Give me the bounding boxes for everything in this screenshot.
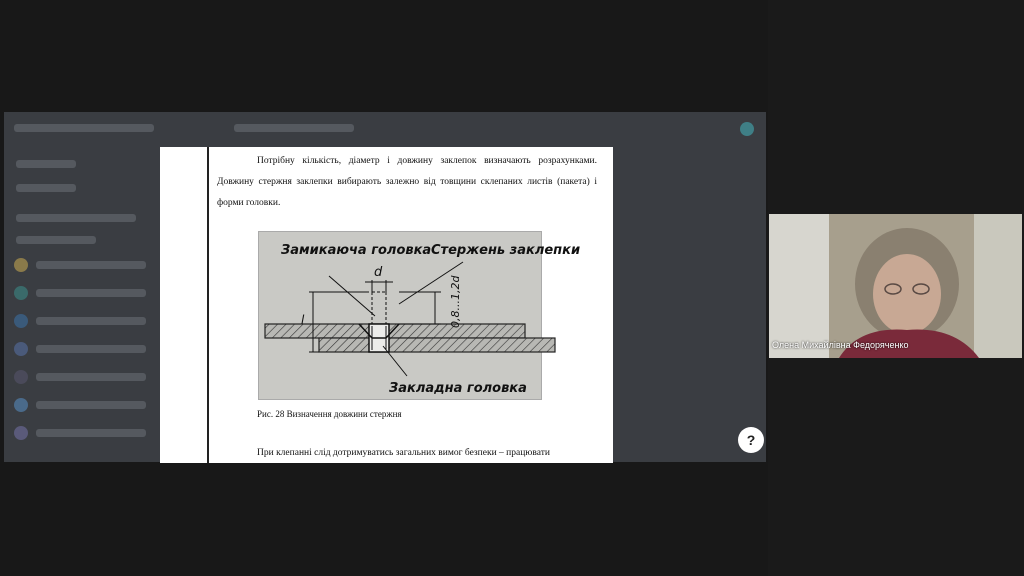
label-closing-head: Замикаюча головка	[281, 243, 432, 258]
lower-plate	[319, 338, 555, 352]
document-page	[160, 147, 613, 463]
label-range: 0,8...1,2d	[449, 275, 462, 328]
rivet-diagram	[259, 232, 581, 401]
paragraph-safety: При клепанні слід дотримуватись загальних вимог безпеки – працювати	[257, 448, 550, 458]
label-factory-head: Закладна головка	[389, 381, 527, 396]
paragraph-rivet-length: Потрібну кількість, діаметр і довжину заклепок визначають розрахунками. Довжину стержня заклепки вибирають залежно від товщини склепаних листів (пакета) і форми головки.	[217, 156, 597, 208]
participant-video-tile[interactable]	[769, 214, 1022, 358]
page-margin-line	[207, 147, 209, 463]
label-rivet-shank: Стержень заклепки	[431, 243, 581, 258]
help-button[interactable]: ?	[738, 427, 764, 453]
label-d: d	[374, 265, 383, 280]
rivet-figure	[258, 231, 581, 400]
figure-caption: Рис. 28 Визначення довжини стержня	[257, 409, 402, 419]
participant-video	[769, 214, 1022, 358]
participant-name: Олена Михайлівна Федоряченко	[772, 340, 909, 350]
label-l: l	[301, 313, 305, 327]
